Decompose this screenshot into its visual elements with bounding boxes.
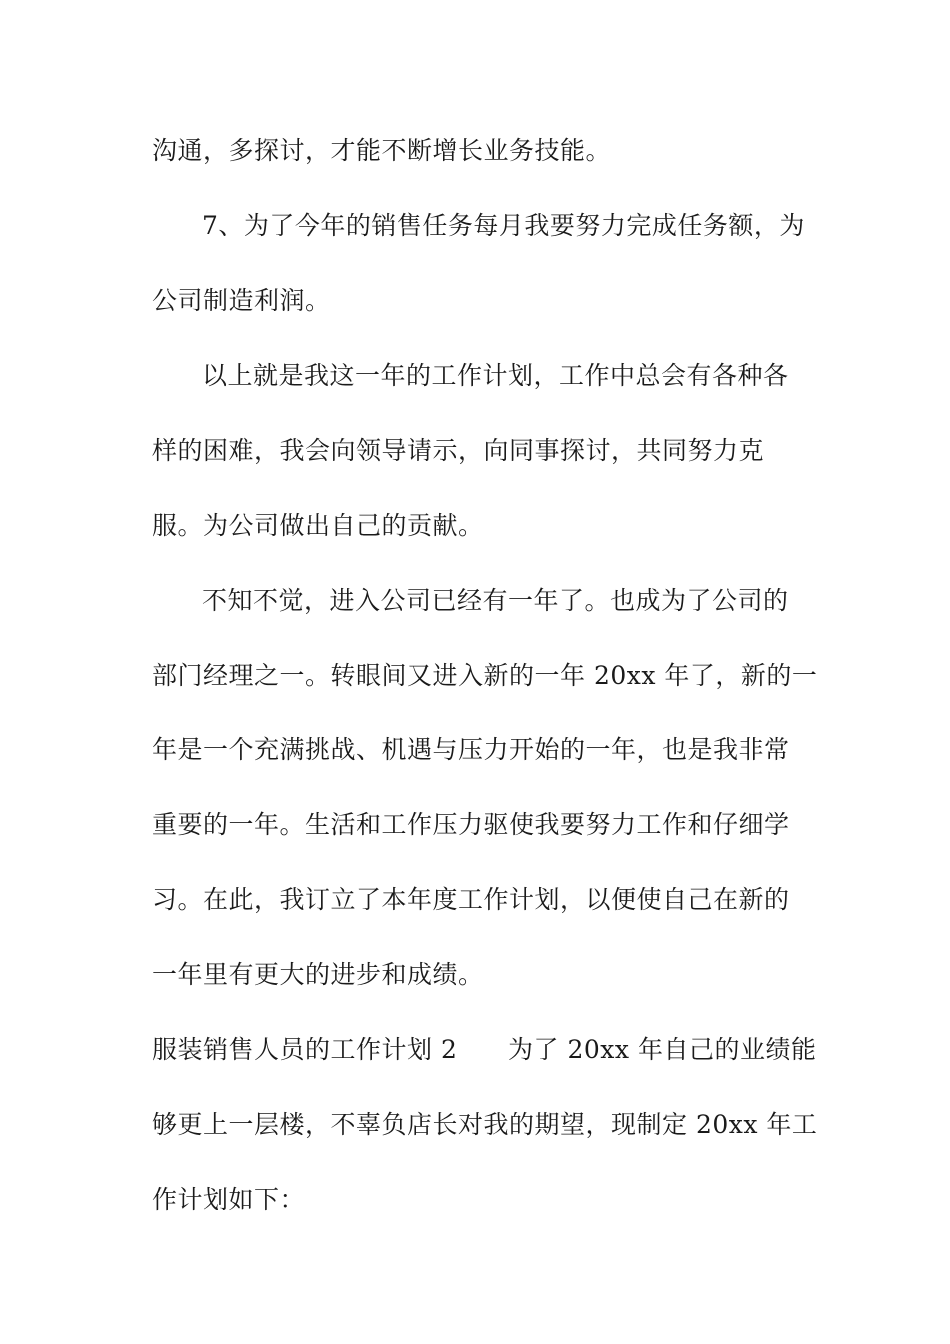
text-line: 作计划如下： <box>152 1185 306 1214</box>
text-line: 沟通，多探讨，才能不断增长业务技能。 <box>152 136 612 165</box>
text-line: 以上就是我这一年的工作计划，工作中总会有各种各 <box>202 361 789 390</box>
text-line: 7、为了今年的销售任务每月我要努力完成任务额，为 <box>202 211 805 240</box>
text-line: 服。为公司做出自己的贡献。 <box>152 511 484 540</box>
text-line: 习。在此，我订立了本年度工作计划，以便使自己在新的 <box>152 885 790 914</box>
text-line: 够更上一层楼，不辜负店长对我的期望，现制定 20xx 年工 <box>152 1110 818 1139</box>
text-line: 公司制造利润。 <box>152 286 331 315</box>
text-line: 重要的一年。生活和工作压力驱使我要努力工作和仔细学 <box>152 810 790 839</box>
text-line: 年是一个充满挑战、机遇与压力开始的一年，也是我非常 <box>152 735 790 764</box>
text-line: 部门经理之一。转眼间又进入新的一年 20xx 年了，新的一 <box>152 661 818 690</box>
text-line: 不知不觉，进入公司已经有一年了。也成为了公司的 <box>202 586 789 615</box>
text-line: 一年里有更大的进步和成绩。 <box>152 960 484 989</box>
text-line: 样的困难，我会向领导请示，向同事探讨，共同努力克 <box>152 436 765 465</box>
section-heading-line: 服装销售人员的工作计划 2 为了 20xx 年自己的业绩能 <box>152 1035 817 1064</box>
